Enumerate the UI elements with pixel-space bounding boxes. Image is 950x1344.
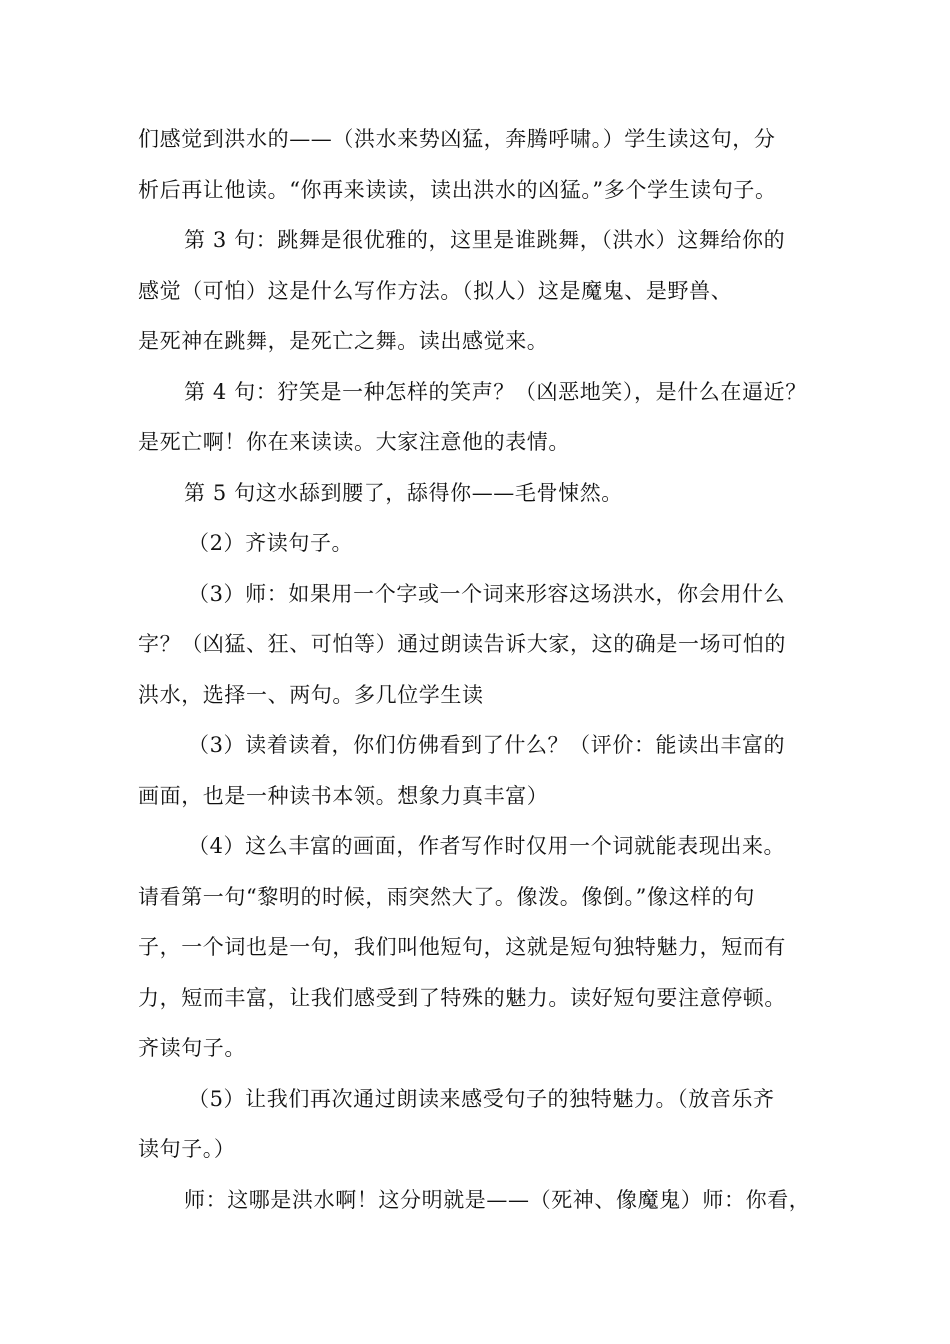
text-line-20: （5）让我们再次通过朗读来感受句子的独特魅力。（放音乐齐: [188, 1087, 775, 1111]
text-line-21: 读句子。）: [138, 1137, 236, 1161]
text-line-17: 子，一个词也是一句，我们叫他短句，这就是短句独特魅力，短而有: [138, 935, 786, 959]
text-line-7: 是死亡啊！你在来读读。大家注意他的表情。: [138, 430, 570, 454]
text-line-11: 字？（凶猛、狂、可怕等）通过朗读告诉大家，这的确是一场可怕的: [138, 632, 786, 656]
text-line-13: （3）读着读着，你们仿佛看到了什么？（评价：能读出丰富的: [188, 733, 786, 757]
text-line-12: 洪水，选择一、两句。多几位学生读: [138, 683, 484, 707]
text-line-18: 力，短而丰富，让我们感受到了特殊的魅力。读好短句要注意停顿。: [138, 986, 786, 1010]
text-line-4: 感觉（可怕）这是什么写作方法。（拟人）这是魔鬼、是野兽、: [138, 279, 733, 303]
text-line-22: 师：这哪是洪水啊！这分明就是——（死神、像魔鬼）师：你看，: [184, 1188, 811, 1212]
text-line-3: 第 3 句：跳舞是很优雅的，这里是谁跳舞，（洪水）这舞给你的: [184, 228, 786, 252]
text-line-1: 们感觉到洪水的——（洪水来势凶猛，奔腾呼啸。）学生读这句，分: [138, 127, 776, 151]
text-line-6: 第 4 句：狞笑是一种怎样的笑声？（凶恶地笑），是什么在逼近？: [184, 380, 807, 404]
text-line-14: 画面，也是一种读书本领。想象力真丰富）: [138, 784, 549, 808]
text-line-8: 第 5 句这水舔到腰了，舔得你——毛骨悚然。: [184, 481, 623, 505]
text-line-5: 是死神在跳舞，是死亡之舞。读出感觉来。: [138, 329, 549, 353]
text-line-9: （2）齐读句子。: [188, 531, 354, 555]
text-line-19: 齐读句子。: [138, 1036, 246, 1060]
text-line-16: 请看第一句“黎明的时候，雨突然大了。像泼。像倒。”像这样的句: [138, 885, 755, 909]
text-line-10: （3）师：如果用一个字或一个词来形容这场洪水，你会用什么: [188, 582, 786, 606]
text-line-15: （4）这么丰富的画面，作者写作时仅用一个词就能表现出来。: [188, 834, 786, 858]
text-line-2: 析后再让他读。“你再来读读，读出洪水的凶猛。”多个学生读句子。: [138, 178, 777, 202]
